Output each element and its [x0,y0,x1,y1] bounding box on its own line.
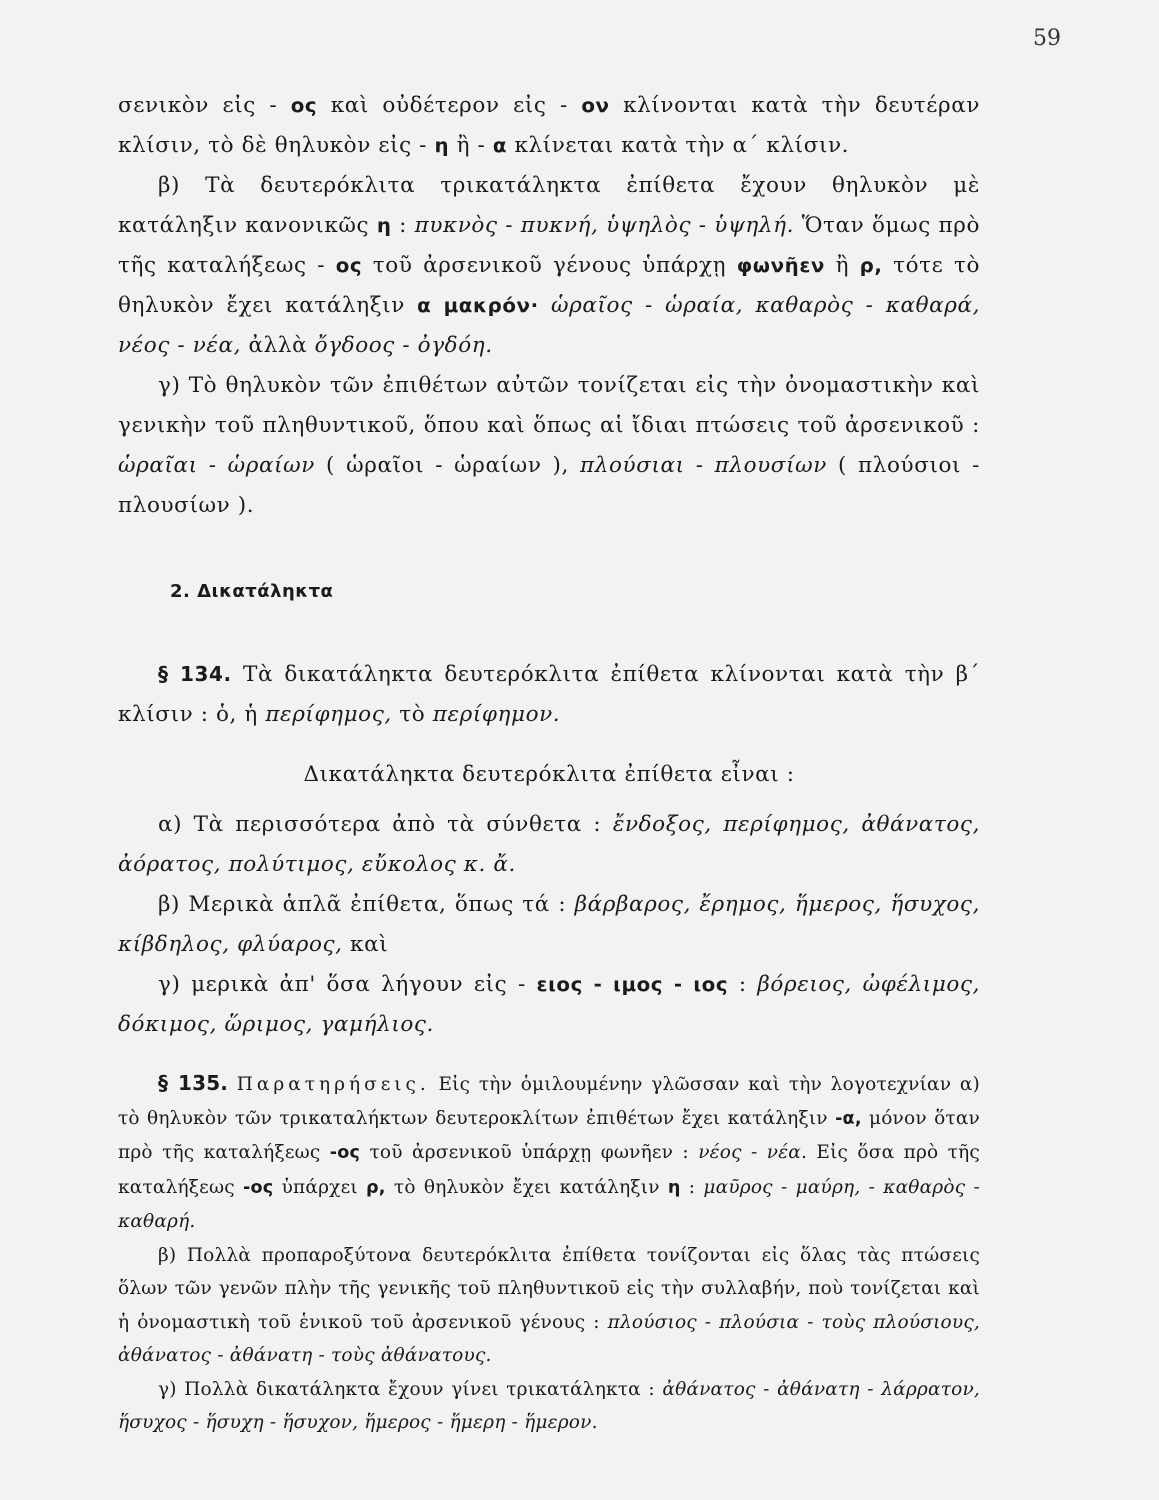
text: Εἰς ὅσα πρὸ τῆς καταλήξεως [118,1142,980,1198]
ending: ον [581,94,610,117]
paragraph-number: § 134. [158,662,232,686]
list-item-c [118,965,980,1045]
text: Εἰς τὴν ὁμιλουμένην γλῶσσαν καὶ τὴν λογοτεχνίαν α) τὸ θηλυκὸν τῶν τρικαταλήκτων δευτεροκλίτων ἐπιθέτων ἔχει κατάληξιν [118,1074,980,1129]
text: γ) Πολλὰ δικατάληκτα ἔχουν γίνει τρικατάληκτα : [158,1378,655,1400]
text: τὸ θηλυκὸν ἔχει κατάληξιν [393,1176,660,1198]
text: τὸ [399,702,426,727]
text: καὶ οὐδέτερον εἰς - [330,93,568,118]
ending: -α, [835,1108,862,1129]
list-item-b [118,885,980,965]
note-c [118,1373,980,1440]
list-item-a [118,805,980,885]
text: ἀλλὰ [248,333,308,358]
text: τοῦ ἀρσενικοῦ γένους ὑπάρχῃ [372,253,727,278]
text: ( ὡραῖοι - ὡραίων ), [326,453,569,478]
example: ὄγδοος - ὀγδόη. [314,333,493,358]
text: : [738,972,747,997]
text: β) Μερικὰ ἁπλᾶ ἐπίθετα, ὅπως τά : [158,892,567,917]
text: κλίνεται κατὰ τὴν α΄ κλίσιν. [514,133,850,158]
list-intro: Δικατάληκτα δευτερόκλιτα ἐπίθετα εἶναι : [303,762,795,787]
ending: ος [290,94,318,117]
example: ὡραῖος - ὡραία, καθαρὸς - καθαρά, νέος - νέα, [118,293,981,358]
intro-paragraph [118,86,980,166]
example: περίφημος, [265,702,392,727]
section-heading: 2. Δικατάληκτα [170,581,334,602]
text: κ. ἄ. [463,852,516,877]
ending: -ος [329,1143,361,1163]
text: τοῦ ἀρσενικοῦ ὑπάρχῃ φωνῆεν : [369,1142,689,1163]
example: ἀθάνατος - ἀθάνατη - λάρρατον, ἥσυχος - ἥσυχη - ἥσυχον, ἥμερος - ἥμερη - ἥμερον. [118,1378,980,1433]
example: ὡραῖαι - ὡραίων [118,453,315,478]
text: γ) Τὸ θηλυκὸν τῶν ἐπιθέτων αὐτῶν τονίζεται εἰς τὴν ὀνομαστικὴν καὶ γενικὴν τοῦ πληθυντικοῦ, ὅπου καὶ ὅπως αἱ ἴδιαι πτώσεις τοῦ ἀρσενικοῦ : [118,373,980,438]
ending: -ος [243,1177,274,1198]
text: β) Πολλὰ προπαροξύτονα δευτερόκλιτα ἐπίθετα τονίζονται εἰς ὅλας τὰς πτώσεις ὅλων τῶν γενῶν πλὴν τῆς γενικῆς τοῦ πληθυντικοῦ εἰς τὴν συλλαβήν, ποὺ τονίζεται καὶ ἡ ὀνομαστικὴ τοῦ ἑνικοῦ τοῦ ἀρσενικοῦ γένους : [118,1244,980,1333]
keyword: φωνῆεν [736,254,825,277]
ending: η [376,214,392,237]
text: α) Τὰ περισσότερα ἀπὸ τὰ σύνθετα : [158,812,602,837]
text: : [688,1176,696,1198]
text: γ) μερικὰ ἀπ' ὅσα λήγουν εἰς - [158,972,526,997]
keyword: ρ, [366,1177,386,1198]
example: πυκνὸς - πυκνή, ὑψηλὸς - ὑψηλή. [414,213,795,238]
text: σενικὸν εἰς - [118,93,278,118]
example: πλούσιαι - πλουσίων [580,453,827,478]
page-number: 59 [1033,26,1061,51]
text: ἢ [835,253,850,278]
text: μόνον ὅταν πρὸ τῆς καταλήξεως [118,1107,980,1163]
text: ( πλούσιοι - πλουσίων ). [118,453,981,518]
keyword: ρ, [859,254,883,277]
example: ἔνδοξος, περίφημος, ἀθάνατος, ἀόρατος, πολύτιμος, εὔκολος [118,812,981,877]
text: Ὅταν ὅμως πρὸ τῆς καταλήξεως - [118,213,980,278]
example: νέος - νέα. [698,1142,808,1163]
paragraph-135 [118,1067,980,1239]
text: ὑπάρχει [281,1176,358,1198]
example: μαῦρος - μαύρη, - καθαρὸς - καθαρή. [118,1176,980,1232]
text: καὶ [350,932,389,957]
gamma-paragraph [118,366,980,526]
notes-heading: Παρατηρήσεις. [236,1074,430,1095]
beta-paragraph [118,166,980,366]
text: Τὰ δικατάληκτα δευτερόκλιτα ἐπίθετα κλίνονται κατὰ τὴν β΄ κλίσιν : ὁ, ἡ [118,662,980,727]
ending: ειος - ιμος - ιος [536,973,729,996]
text: ἢ - [456,133,486,158]
example: βόρειος, ὠφέλιμος, δόκιμος, ὥριμος, γαμήλιος. [118,972,981,1037]
paragraph-number: § 135. [158,1071,229,1095]
ending: α [492,134,507,157]
note-b [118,1239,980,1373]
example: βάρβαρος, ἔρημος, ἥμερος, ἥσυχος, κίβδηλος, φλύαρος, [118,892,981,957]
example: πλούσιος - πλούσια - τοὺς πλούσιους, ἀθάνατος - ἀθάνατη - τοὺς ἀθάνατους. [118,1311,980,1366]
text: : [399,213,407,238]
keyword: α μακρόν· [417,294,539,317]
ending: ος [335,254,363,277]
text: κλίνονται κατὰ τὴν δευτέραν κλίσιν, τὸ δὲ θηλυκὸν εἰς - [118,93,981,158]
paragraph-134 [118,654,980,735]
text: β) Τὰ δευτερόκλιτα τρικατάληκτα ἐπίθετα ἔχουν θηλυκὸν μὲ κατάληξιν κανονικῶς [118,173,980,238]
example: περίφημον. [432,702,561,727]
notes-block [118,1067,980,1440]
ending: η [434,134,450,157]
ending: η [667,1177,681,1198]
text: τότε τὸ θηλυκὸν ἔχει κατάληξιν [118,253,981,318]
page-body [118,86,980,1440]
